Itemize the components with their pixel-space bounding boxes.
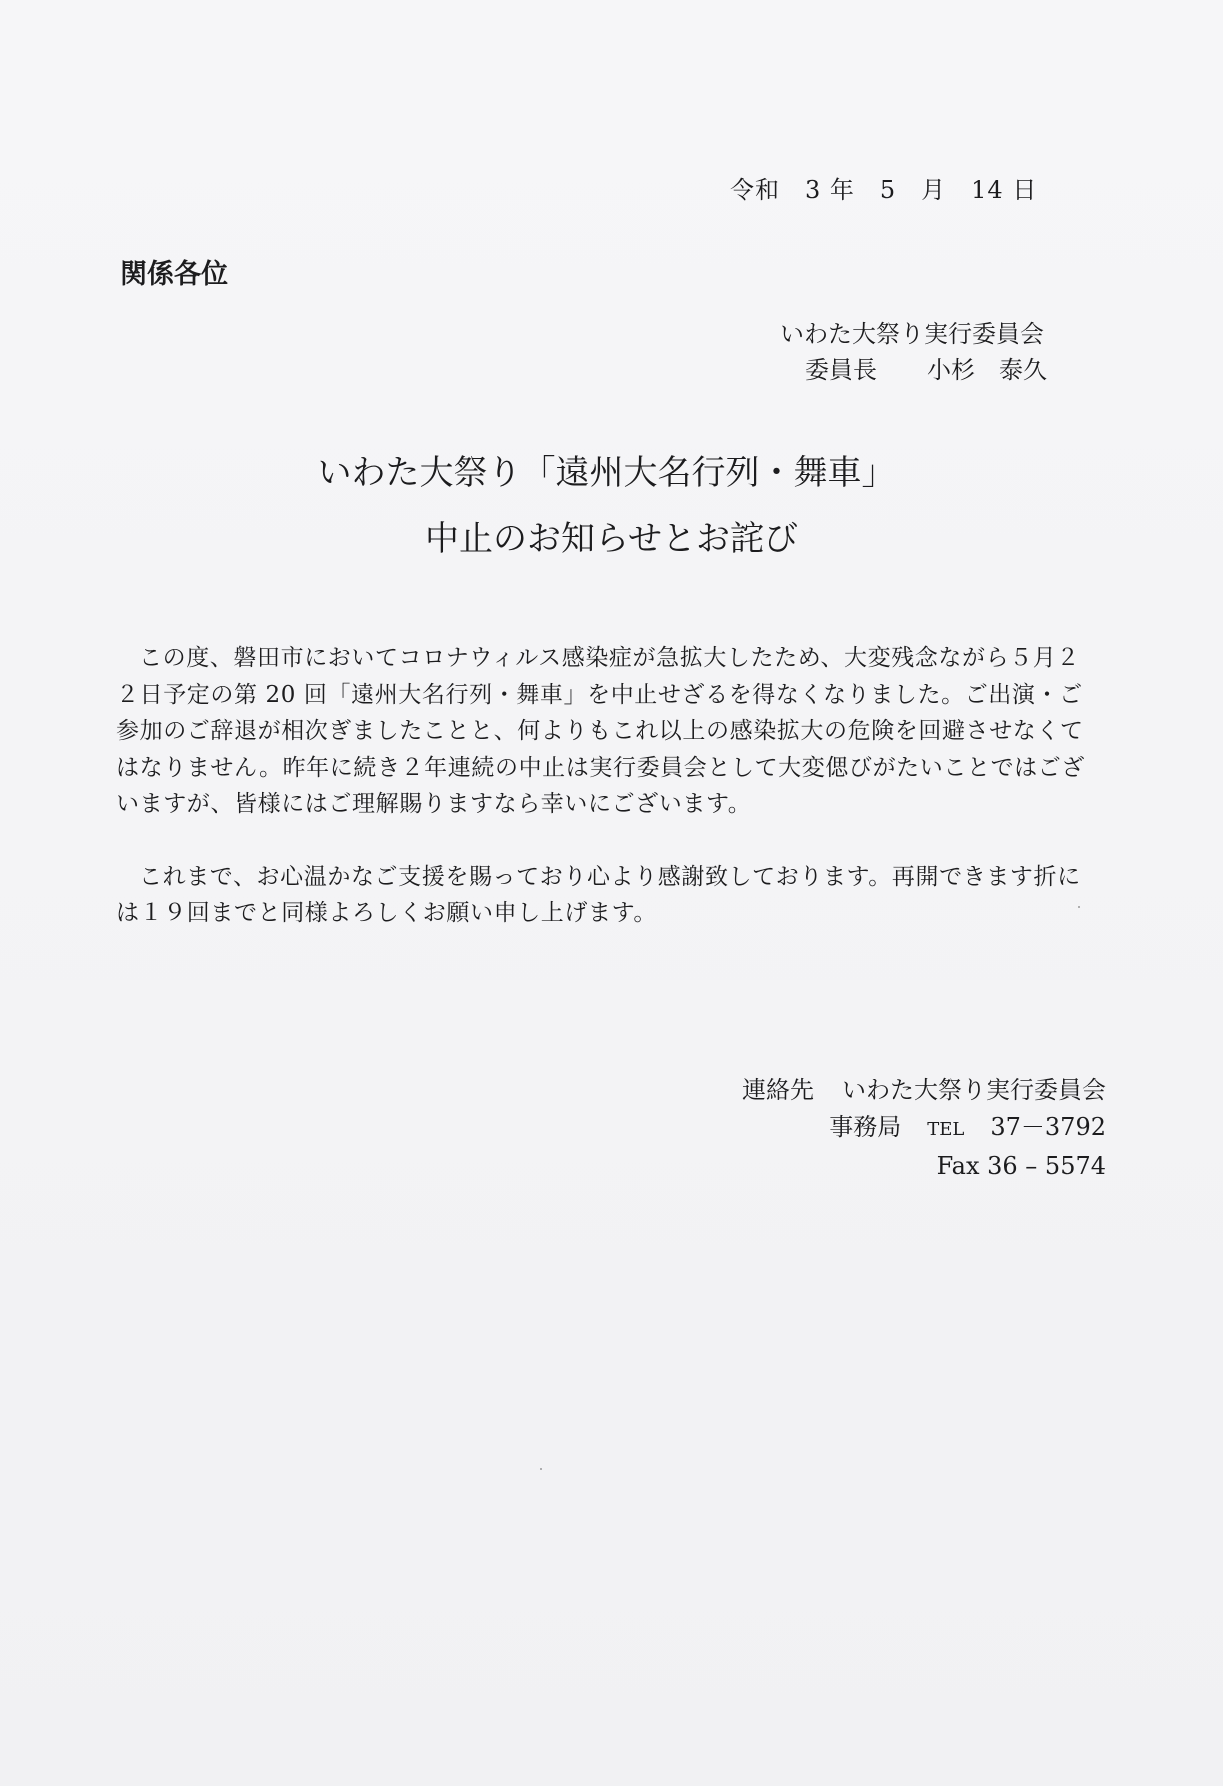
sender-role: 委員長 [805, 356, 877, 384]
contact-office: 事務局 [829, 1113, 902, 1141]
body-paragraph-1: この度、磐田市においてコロナウィルス感染症が急拡大したため、大変残念ながら５月２２日予定の第 20 回「遠州大名行列・舞車」を中止せざるを得なくなりました。ご出演・ご参加のご辞退が相次ぎましたことと、何よりもこれ以上の感染拡大の危険を回避させなくてはなりません。昨年に続き２年連続の中止は実行委員会として大変偲びがたいことではございますが、皆様にはご理解賜りますなら幸いにございます。 [116, 645, 1085, 817]
paper-speck [1078, 906, 1080, 908]
title-line-1: いわた大祭り「遠州大名行列・舞車」 [317, 453, 896, 493]
contact-fax: Fax 36 – 5574 [936, 1152, 1106, 1180]
sender-block [780, 316, 1047, 388]
paper-speck [540, 1468, 542, 1470]
contact-line-2 [742, 1109, 1106, 1148]
body-paragraph-2: これまで、お心温かなご支援を賜っており心より感謝致しております。再開できます折には１９回までと同様よろしくお願い申し上げます。 [116, 863, 1081, 926]
document-body [116, 640, 1101, 968]
contact-organization: いわた大祭り実行委員会 [842, 1076, 1106, 1104]
contact-tel: 37－3792 [990, 1113, 1106, 1141]
contact-block [742, 1072, 1106, 1185]
document-title [0, 440, 1223, 572]
sender-signatory [780, 352, 1047, 388]
contact-line-1 [742, 1072, 1106, 1109]
contact-label: 連絡先 [742, 1076, 814, 1104]
sender-name: 小杉 泰久 [927, 356, 1047, 384]
document-date: 令和 3 年 5 月 14 日 [730, 176, 1038, 204]
sender-organization: いわた大祭り実行委員会 [780, 320, 1044, 348]
contact-tel-label: TEL [927, 1119, 965, 1140]
addressee: 関係各位 [120, 259, 228, 290]
title-line-2: 中止のお知らせとお詫び [425, 519, 798, 559]
